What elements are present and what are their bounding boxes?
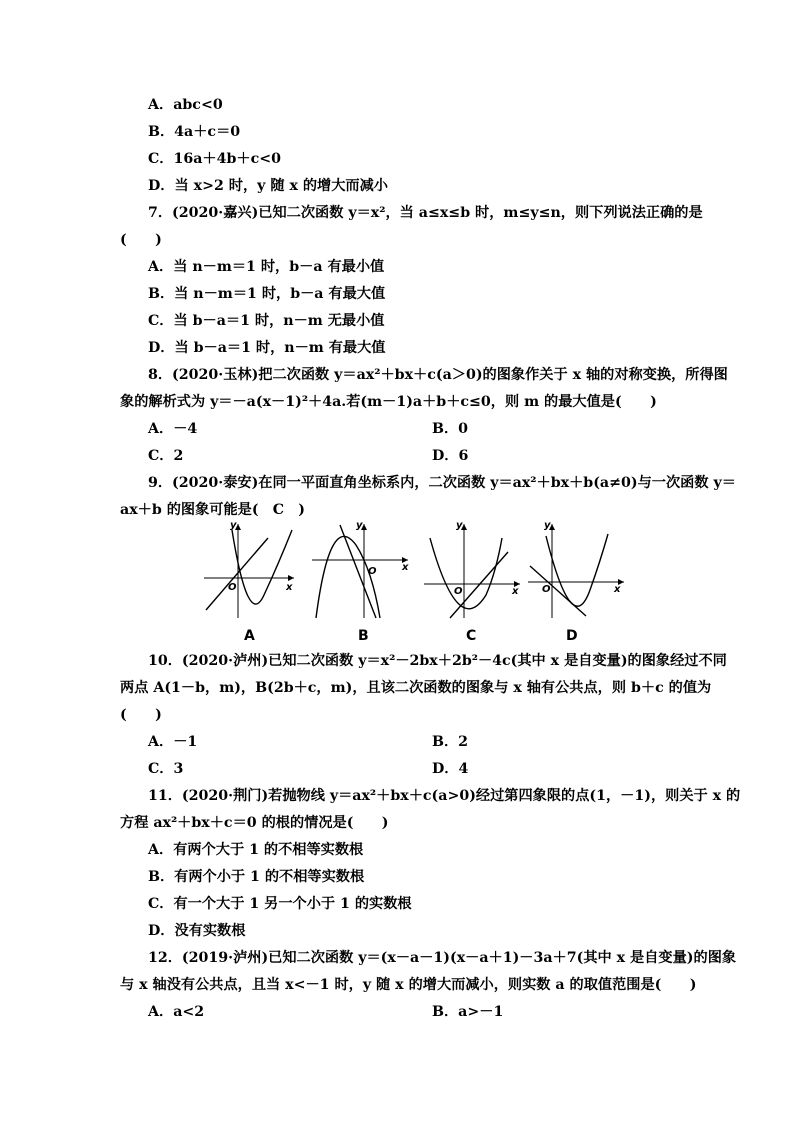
q11-stem-cont: 方程 ax²＋bx＋c＝0 的根的情况是( ) [120,815,389,831]
q8-option-a: A．－4 [148,421,198,437]
q12-stem: 12．(2019·泸州)已知二次函数 y＝(x－a－1)(x－a＋1)－3a＋7(其中 x 是自变量)的图象 [148,950,737,966]
q8-option-c: C．2 [148,448,184,464]
fig-d-origin: O [542,584,551,595]
q7-option-d: D．当 b－a＝1 时，n－m 有最大值 [148,340,386,356]
fig-c-x-label: x [512,586,519,597]
q10-stem-cont: 两点 A(1－b，m)，B(2b＋c，m)，且该二次函数的图象与 x 轴有公共点，则 b＋c 的值为 [120,680,712,696]
fig-a-x-label: x [286,582,293,593]
q11-option-b: B．有两个小于 1 的不相等实数根 [148,869,365,885]
q11-stem: 11．(2020·荆门)若抛物线 y＝ax²＋bx＋c(a>0)经过第四象限的点(1，－1)，则关于 x 的 [148,788,741,804]
q8-stem: 8．(2020·玉林)把二次函数 y＝ax²＋bx＋c(a＞0)的图象作关于 x 轴的对称变换，所得图 [148,367,728,383]
fig-c-y-label: y [456,520,463,531]
q6-option-d: D．当 x>2 时，y 随 x 的增大而减小 [148,178,388,194]
q9-figures [200,520,620,660]
q7-option-c: C．当 b－a＝1 时，n－m 无最小值 [148,313,385,329]
q11-option-a: A．有两个大于 1 的不相等实数根 [148,842,364,858]
fig-d-y-label: y [544,520,551,531]
q9-figure-a [200,520,296,620]
q7-stem: 7．(2020·嘉兴)已知二次函数 y＝x²，当 a≤x≤b 时，m≤y≤n，则下列说法正确的是 [148,205,703,221]
q10-option-c: C．3 [148,761,184,777]
q10-option-b: B．2 [432,734,469,750]
q6-option-c: C．16a＋4b＋c<0 [148,151,281,167]
q10-stem-cont2: ( ) [120,707,162,723]
q12-stem-cont: 与 x 轴没有公共点，且当 x<－1 时，y 随 x 的增大而减小，则实数 a 的取值范围是( ) [120,977,697,993]
fig-caption-b: B [358,628,369,644]
q8-option-b: B．0 [432,421,469,437]
fig-caption-d: D [566,628,578,644]
q7-option-b: B．当 n－m＝1 时，b－a 有最大值 [148,286,386,302]
q10-option-d: D．4 [432,761,469,777]
fig-caption-c: C [466,628,477,644]
fig-b-y-label: y [356,520,363,531]
fig-a-y-label: y [230,520,237,531]
q8-option-d: D．6 [432,448,469,464]
q9-figure-c [422,520,522,620]
fig-a-origin: O [228,582,237,593]
fig-b-origin: O [368,566,377,577]
q12-option-a: A．a<2 [148,1004,205,1020]
q6-option-a: A．abc<0 [148,97,223,113]
q11-option-c: C．有一个大于 1 另一个小于 1 的实数根 [148,896,412,912]
q10-option-a: A．－1 [148,734,198,750]
q11-option-d: D．没有实数根 [148,923,246,939]
q10-stem: 10．(2020·泸州)已知二次函数 y＝x²－2bx＋2b²－4c(其中 x 是自变量)的图象经过不同 [148,653,727,669]
q12-option-b: B．a>－1 [432,1004,504,1020]
q9-figure-b [310,520,410,620]
q7-stem-cont: ( ) [120,232,162,248]
q7-option-a: A．当 n－m＝1 时，b－a 有最小值 [148,259,385,275]
q9-figure-d [526,520,626,620]
fig-b-x-label: x [402,562,409,573]
q9-stem-cont: ax＋b 的图象可能是( C ) [120,502,305,518]
fig-c-origin: O [454,586,463,597]
fig-caption-a: A [244,628,255,644]
fig-d-x-label: x [614,584,621,595]
q6-option-b: B．4a＋c＝0 [148,124,241,140]
q8-stem-cont: 象的解析式为 y＝－a(x－1)²＋4a.若(m－1)a＋b＋c≤0，则 m 的最大值是( ) [120,394,657,410]
q9-stem: 9．(2020·泰安)在同一平面直角坐标系内，二次函数 y＝ax²＋bx＋b(a≠0)与一次函数 y＝ [148,475,736,491]
